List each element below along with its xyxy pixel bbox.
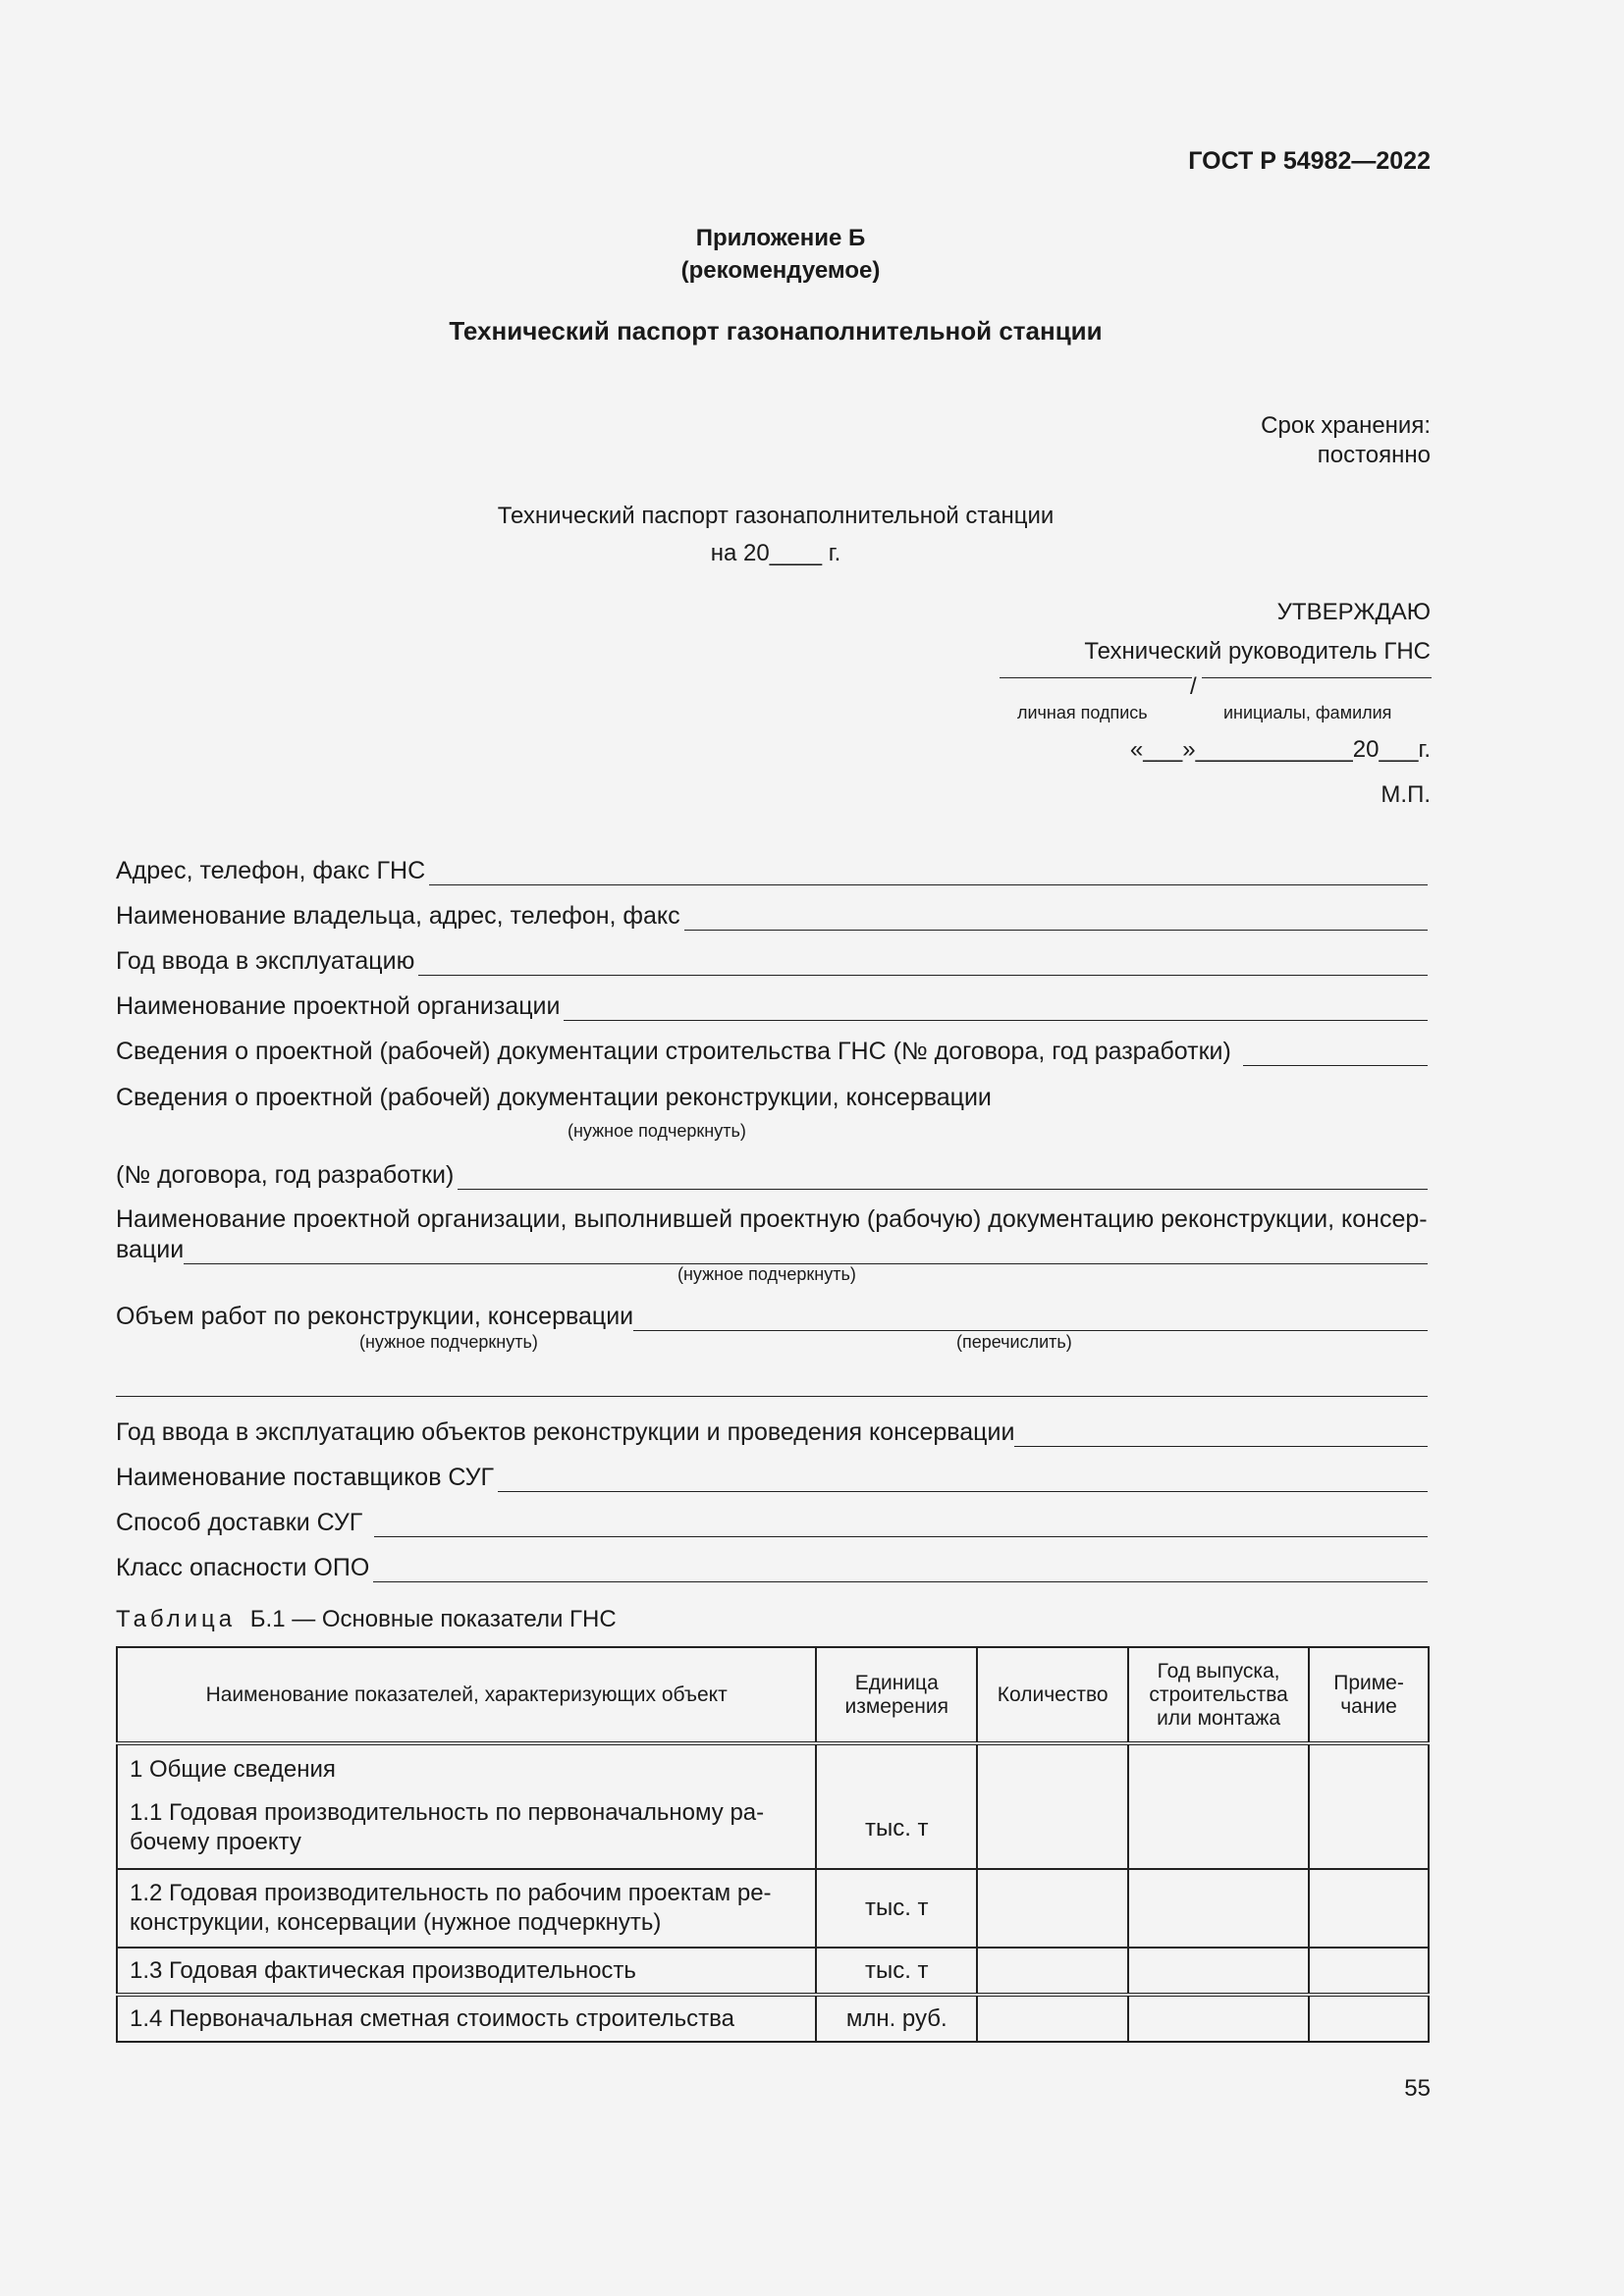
year-label: Год ввода в эксплуатацию — [116, 947, 415, 975]
suppliers-field[interactable] — [498, 1466, 1428, 1492]
row-1-1-text: 1.1 Годовая производительность по первоначальному ра-бочему проекту — [130, 1799, 765, 1855]
form-row-address — [116, 852, 1428, 885]
passport-line-1: Технический паспорт газонаполнительной станции — [497, 503, 1055, 529]
header-quantity: Количество — [977, 1647, 1128, 1743]
recon-year-field[interactable] — [1014, 1420, 1428, 1447]
table-row — [117, 1995, 1429, 2042]
work-volume-note: (нужное подчеркнуть) — [359, 1332, 538, 1352]
owner-field[interactable] — [684, 904, 1428, 931]
form-row-delivery — [116, 1504, 1428, 1537]
row-1-2-unit: тыс. т — [816, 1869, 977, 1948]
appendix-subtitle: (рекомендуемое) — [680, 257, 881, 284]
form-row-contract — [116, 1156, 1428, 1190]
hazard-label: Класс опасности ОПО — [116, 1554, 370, 1581]
header-year: Год выпуска, строительства или монтажа — [1128, 1647, 1309, 1743]
row-1-4-quantity[interactable] — [977, 1995, 1128, 2042]
owner-label: Наименование владельца, адрес, телефон, факс — [116, 902, 680, 930]
header-unit: Единица измерения — [816, 1647, 977, 1743]
form-row-suppliers — [116, 1459, 1428, 1492]
recon-org-label-2: вации — [116, 1236, 185, 1263]
signature-caption: личная подпись — [1017, 703, 1148, 722]
row-1-2-quantity[interactable] — [977, 1869, 1128, 1948]
form-row-year — [116, 942, 1428, 976]
row-1-1-name — [117, 1743, 816, 1869]
row-1-1-note[interactable] — [1309, 1743, 1429, 1869]
signature-separator: / — [1190, 673, 1197, 700]
table-caption-text: Б.1 — Основные показатели ГНС — [249, 1606, 617, 1632]
contract-field[interactable] — [458, 1163, 1428, 1190]
design-org-field[interactable] — [564, 994, 1428, 1021]
delivery-label: Способ доставки СУГ — [116, 1509, 363, 1536]
signature-line — [1000, 677, 1192, 678]
table-caption — [116, 1606, 617, 1633]
row-1-2-note[interactable] — [1309, 1869, 1429, 1948]
row-1-1-year[interactable] — [1128, 1743, 1309, 1869]
address-label: Адрес, телефон, факс ГНС — [116, 857, 426, 884]
row-1-3-note[interactable] — [1309, 1948, 1429, 1995]
work-volume-field[interactable] — [633, 1305, 1428, 1331]
name-caption: инициалы, фамилия — [1223, 703, 1392, 722]
section-title: 1 Общие сведения — [130, 1756, 336, 1783]
row-1-2-year[interactable] — [1128, 1869, 1309, 1948]
approver-position: Технический руководитель ГНС — [1084, 638, 1431, 665]
work-volume-extra-line[interactable] — [116, 1396, 1428, 1397]
row-1-4-year[interactable] — [1128, 1995, 1309, 2042]
form-row-work-volume — [116, 1298, 1428, 1331]
design-docs-label: Сведения о проектной (рабочей) документации строительства ГНС (№ договора, год разработки) — [116, 1038, 1231, 1065]
work-volume-list-note: (перечислить) — [956, 1332, 1072, 1352]
header-note: Приме-чание — [1309, 1647, 1429, 1743]
indicators-table — [116, 1646, 1430, 2043]
page-number: 55 — [1404, 2075, 1431, 2102]
recon-org-note: (нужное подчеркнуть) — [677, 1264, 856, 1284]
standard-number: ГОСТ Р 54982—2022 — [1188, 147, 1431, 175]
row-1-3-name: 1.3 Годовая фактическая производительность — [117, 1948, 816, 1995]
recon-docs-label: Сведения о проектной (рабочей) документации реконструкции, консервации — [116, 1084, 992, 1111]
table-row — [117, 1743, 1429, 1869]
address-field[interactable] — [429, 859, 1428, 885]
delivery-field[interactable] — [374, 1511, 1428, 1537]
row-1-3-unit: тыс. т — [816, 1948, 977, 1995]
passport-line-2: на 20____ г. — [710, 540, 841, 566]
appendix-title: Приложение Б — [695, 225, 866, 251]
row-1-1-quantity[interactable] — [977, 1743, 1128, 1869]
approve-word: УТВЕРЖДАЮ — [1276, 599, 1431, 625]
work-volume-label: Объем работ по реконструкции, консервации — [116, 1303, 634, 1330]
year-field[interactable] — [418, 949, 1428, 976]
recon-org-field[interactable] — [184, 1238, 1428, 1264]
form-row-recon-org — [116, 1231, 1428, 1264]
row-1-3-quantity[interactable] — [977, 1948, 1128, 1995]
row-1-4-unit: млн. руб. — [816, 1995, 977, 2042]
form-row-hazard — [116, 1549, 1428, 1582]
storage-value: постоянно — [1317, 442, 1431, 468]
table-row — [117, 1948, 1429, 1995]
stamp-place: М.П. — [1380, 781, 1431, 808]
approval-date: «___»____________20___г. — [1129, 736, 1431, 763]
row-1-3-year[interactable] — [1128, 1948, 1309, 1995]
form-row-owner — [116, 897, 1428, 931]
design-docs-field[interactable] — [1243, 1040, 1428, 1066]
suppliers-label: Наименование поставщиков СУГ — [116, 1464, 495, 1491]
name-line — [1202, 677, 1432, 678]
row-1-2-name: 1.2 Годовая производительность по рабочим проектам ре-конструкции, консервации (нужное подчеркнуть) — [117, 1869, 816, 1948]
header-name: Наименование показателей, характеризующих объект — [117, 1647, 816, 1743]
table-caption-word: Таблица — [116, 1606, 237, 1632]
recon-year-label: Год ввода в эксплуатацию объектов реконструкции и проведения консервации — [116, 1418, 1015, 1446]
recon-org-label-1: Наименование проектной организации, выполнившей проектную (рабочую) документацию реконструкции, консер- — [116, 1205, 1428, 1233]
table-row — [117, 1869, 1429, 1948]
row-1-4-name: 1.4 Первоначальная сметная стоимость строительства — [117, 1995, 816, 2042]
design-org-label: Наименование проектной организации — [116, 992, 561, 1020]
row-1-1-unit: тыс. т — [816, 1743, 977, 1869]
hazard-field[interactable] — [373, 1556, 1428, 1582]
form-row-design-docs — [116, 1033, 1428, 1066]
document-title: Технический паспорт газонаполнительной станции — [449, 316, 1103, 346]
table-header-row — [117, 1647, 1429, 1743]
storage-label: Срок хранения: — [1261, 412, 1431, 439]
contract-label: (№ договора, год разработки) — [116, 1161, 455, 1189]
form-row-design-org — [116, 988, 1428, 1021]
recon-docs-note: (нужное подчеркнуть) — [568, 1121, 746, 1141]
row-1-4-note[interactable] — [1309, 1995, 1429, 2042]
form-row-recon-year — [116, 1414, 1428, 1447]
